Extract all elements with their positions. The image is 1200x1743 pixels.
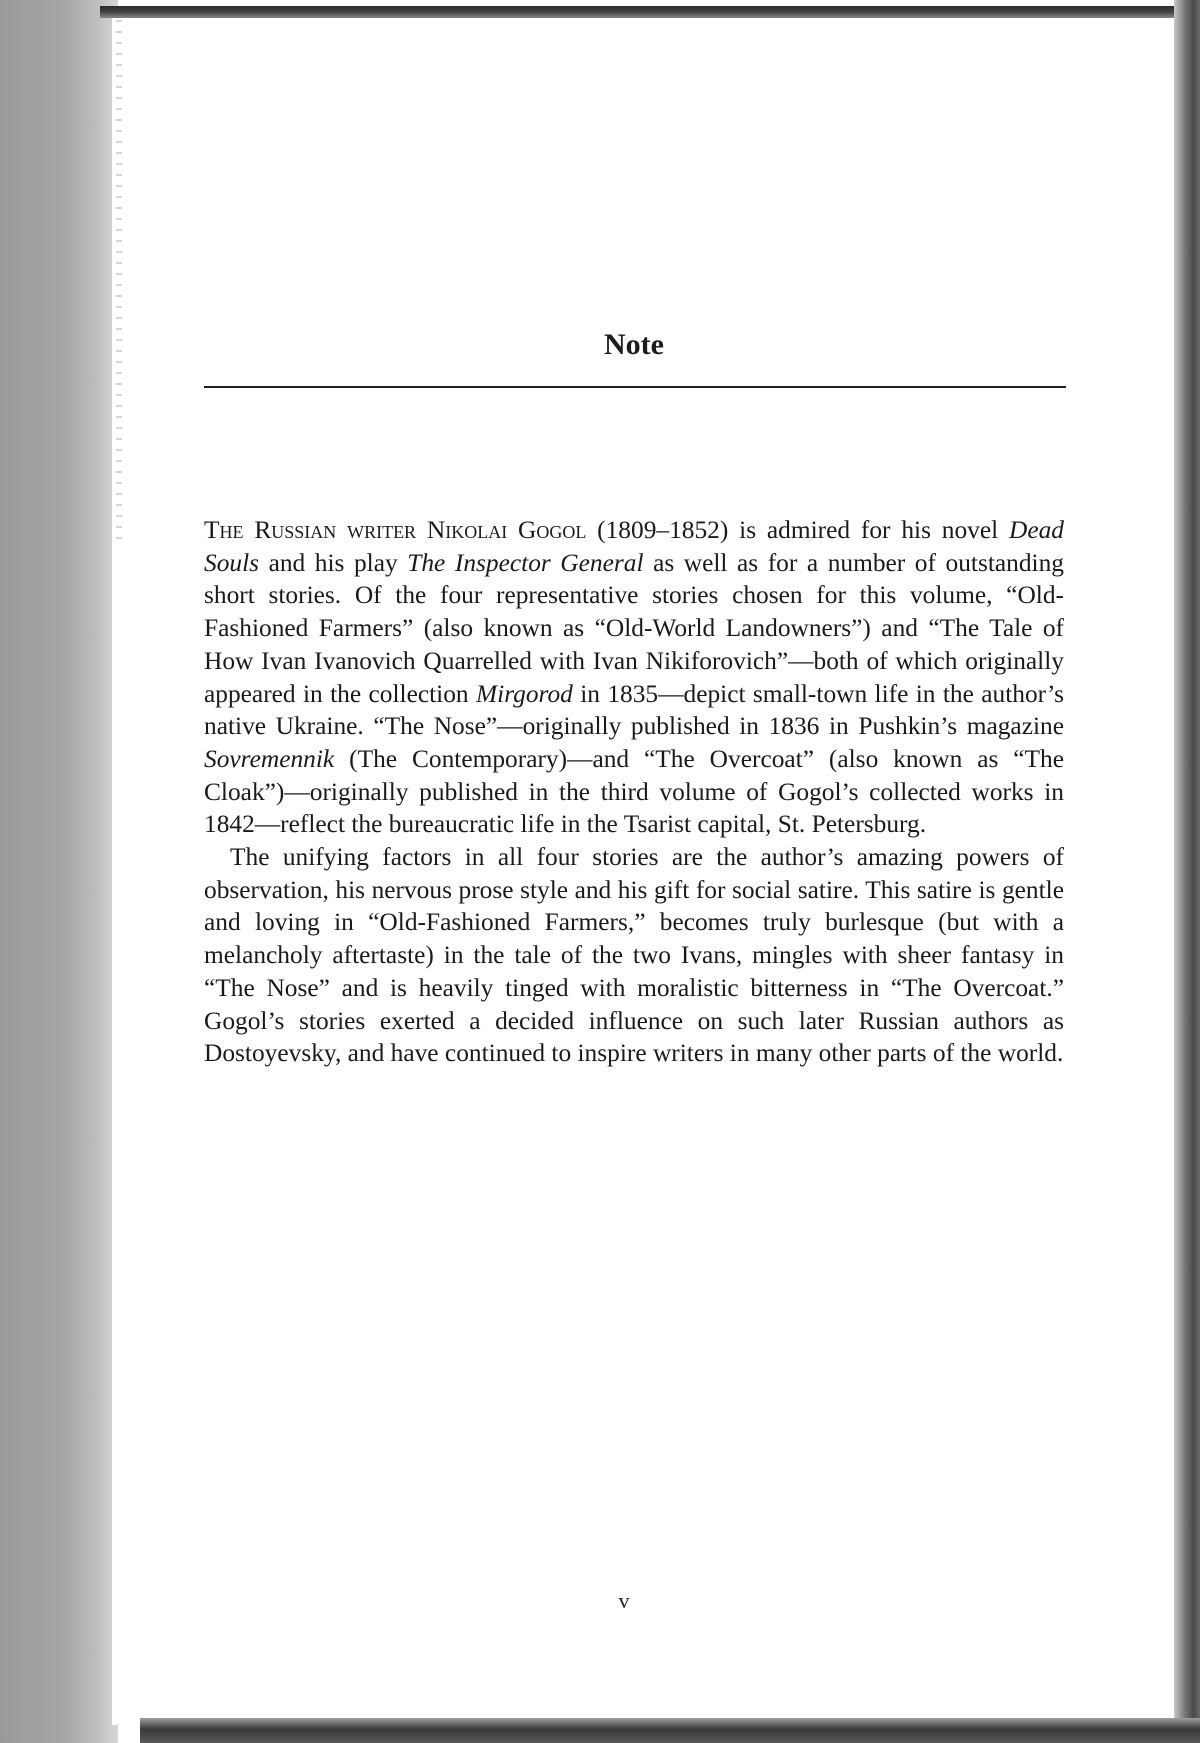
title-rule <box>204 386 1066 388</box>
scan-right-edge <box>1174 0 1200 1743</box>
page-number: v <box>618 1588 630 1613</box>
gutter-specks <box>116 20 122 540</box>
opening-smallcaps: The Russian writer Nikolai Gogol <box>204 516 587 544</box>
note-body <box>204 514 1064 1070</box>
scan-left-shadow <box>0 0 118 1743</box>
paragraph-1-text-3: as well as for a number of outstanding short stories. Of the four representative stories chosen for this volume, “Old-Fashioned Farmers” (also known as “Old-World Landowners”) and “The Tale of How Ivan Ivanovich Quarrelled with Ivan Nikiforovich”—both of which originally appeared in the collection <box>204 548 1064 708</box>
book-title-dead-souls: Dead Souls <box>204 516 1064 577</box>
paragraph-1-text-1: (1809–1852) is admired for his novel <box>586 516 1009 544</box>
paragraph-1-text-5: (The Contemporary)—and “The Overcoat” (also known as “The Cloak”)—originally published in the third volume of Gogol’s collected works in 1842—reflect the bureaucratic life in the Tsarist capital, St. Petersburg. <box>204 744 1064 839</box>
scan-bottom-edge <box>140 1718 1200 1743</box>
magazine-title-sovremennik: Sovremennik <box>204 744 335 773</box>
play-title-inspector-general: The Inspector General <box>407 548 644 577</box>
paragraph-1-text-2: and his play <box>259 548 408 577</box>
paragraph-2: The unifying factors in all four stories are the author’s amazing powers of observation, his nervous prose style and his gift for social satire. This satire is gentle and loving in “Old-Fashioned Farmers,” becomes truly burlesque (but with a melancholy aftertaste) in the tale of the two Ivans, mingles with sheer fantasy in “The Nose” and is heavily tinged with moralistic bitterness in “The Overcoat.” Gogol’s stories exerted a decided influence on such later Russian authors as Dostoyevsky, and have continued to inspire writers in many other parts of the world. <box>204 843 1064 1068</box>
paragraph-1 <box>204 514 1064 841</box>
scan-top-edge <box>100 6 1180 18</box>
paragraph-1-text-4: in 1835—depict small-town life in the author’s native Ukraine. “The Nose”—originally published in 1836 in Pushkin’s magazine <box>204 679 1064 741</box>
collection-title-mirgorod: Mirgorod <box>475 679 573 708</box>
page-title: Note <box>604 328 664 361</box>
